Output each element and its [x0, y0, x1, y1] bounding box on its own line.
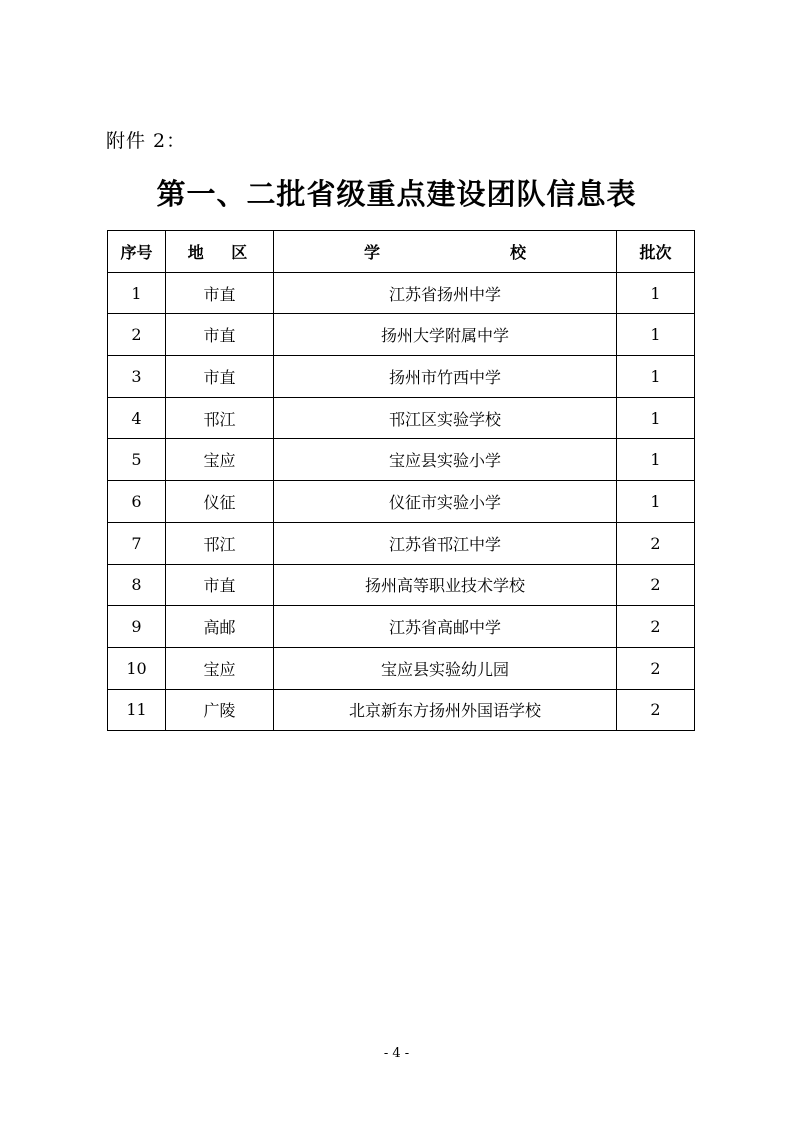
cell-seq: 6	[108, 481, 166, 523]
cell-seq: 5	[108, 439, 166, 481]
table-header-row	[108, 231, 695, 273]
cell-region: 市直	[166, 564, 274, 606]
cell-batch: 2	[617, 689, 695, 731]
cell-seq: 11	[108, 689, 166, 731]
cell-batch: 1	[617, 397, 695, 439]
cell-seq: 2	[108, 314, 166, 356]
cell-seq: 9	[108, 606, 166, 648]
table-row	[108, 647, 695, 689]
cell-batch: 1	[617, 481, 695, 523]
table-row	[108, 314, 695, 356]
table-row	[108, 522, 695, 564]
cell-region: 市直	[166, 272, 274, 314]
header-school-char-2: 校	[510, 242, 527, 262]
attachment-label: 附件 2：	[106, 130, 187, 152]
cell-batch: 1	[617, 439, 695, 481]
cell-batch: 1	[617, 272, 695, 314]
cell-school: 扬州高等职业技术学校	[274, 564, 617, 606]
cell-batch: 2	[617, 522, 695, 564]
cell-region: 仪征	[166, 481, 274, 523]
cell-school: 江苏省邗江中学	[274, 522, 617, 564]
document-title: 第一、二批省级重点建设团队信息表	[156, 177, 637, 211]
cell-region: 邗江	[166, 522, 274, 564]
cell-school: 宝应县实验小学	[274, 439, 617, 481]
cell-region: 邗江	[166, 397, 274, 439]
cell-batch: 1	[617, 314, 695, 356]
cell-seq: 7	[108, 522, 166, 564]
cell-batch: 1	[617, 356, 695, 398]
table-row	[108, 272, 695, 314]
table-row	[108, 564, 695, 606]
cell-region: 广陵	[166, 689, 274, 731]
cell-region: 宝应	[166, 439, 274, 481]
cell-school: 扬州大学附属中学	[274, 314, 617, 356]
cell-batch: 2	[617, 564, 695, 606]
cell-region: 高邮	[166, 606, 274, 648]
team-info-table	[107, 230, 695, 731]
page-number: - 4 -	[383, 1046, 410, 1061]
cell-seq: 4	[108, 397, 166, 439]
cell-region: 市直	[166, 314, 274, 356]
cell-school: 仪征市实验小学	[274, 481, 617, 523]
table-row	[108, 481, 695, 523]
table-row	[108, 356, 695, 398]
cell-region: 市直	[166, 356, 274, 398]
cell-school: 宝应县实验幼儿园	[274, 647, 617, 689]
header-batch: 批次	[617, 231, 695, 273]
table-row	[108, 606, 695, 648]
table-row	[108, 439, 695, 481]
cell-seq: 3	[108, 356, 166, 398]
cell-batch: 2	[617, 647, 695, 689]
header-school-char-1: 学	[363, 242, 380, 262]
table-row	[108, 397, 695, 439]
header-school	[274, 231, 617, 273]
cell-school: 北京新东方扬州外国语学校	[274, 689, 617, 731]
table-body	[108, 272, 695, 731]
table-row	[108, 689, 695, 731]
cell-seq: 10	[108, 647, 166, 689]
cell-school: 邗江区实验学校	[274, 397, 617, 439]
cell-seq: 1	[108, 272, 166, 314]
cell-seq: 8	[108, 564, 166, 606]
header-seq: 序号	[108, 231, 166, 273]
cell-region: 宝应	[166, 647, 274, 689]
cell-school: 江苏省扬州中学	[274, 272, 617, 314]
header-region: 地 区	[166, 231, 274, 273]
cell-school: 扬州市竹西中学	[274, 356, 617, 398]
cell-batch: 2	[617, 606, 695, 648]
cell-school: 江苏省高邮中学	[274, 606, 617, 648]
